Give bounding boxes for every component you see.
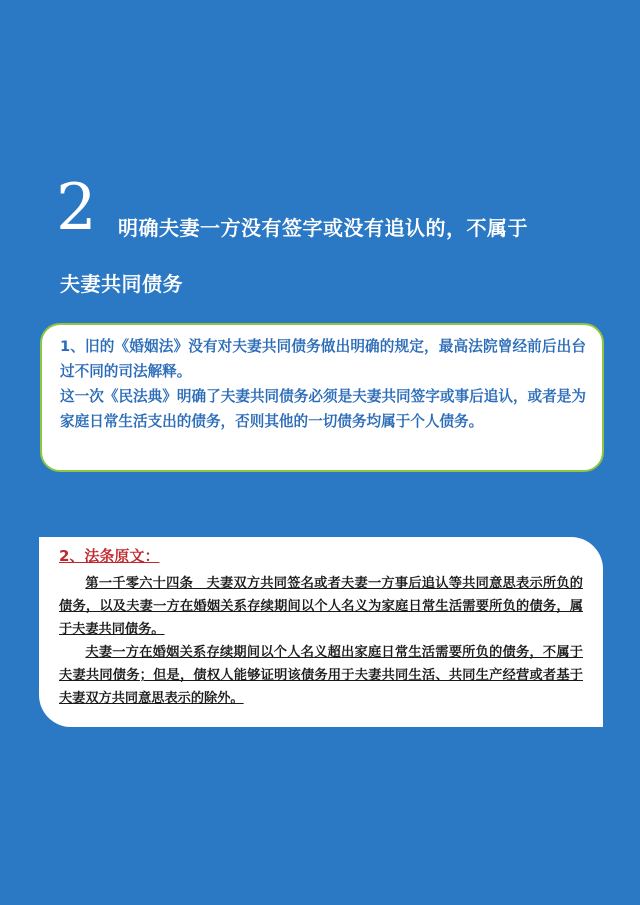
section-number: 2 (56, 171, 97, 245)
explanation-paragraph-1: 1、旧的《婚姻法》没有对夫妻共同债务做出明确的规定，最高法院曾经前后出台过不同的司法解释。 (60, 338, 586, 380)
section-title-line1: 明确夫妻一方没有签字或没有追认的，不属于 (118, 216, 528, 240)
explanation-paragraph-2: 这一次《民法典》明确了夫妻共同债务必须是夫妻共同签字或事后追认，或者是为家庭日常生活支出的债务，否则其他的一切债务均属于个人债务。 (60, 388, 586, 430)
law-text-paragraph-2: 夫妻一方在婚姻关系存续期间以个人名义超出家庭日常生活需要所负的债务，不属于夫妻共同债务；但是，债权人能够证明该债务用于夫妻共同生活、共同生产经营或者基于夫妻双方共同意思表示的除外。 (59, 645, 583, 706)
law-text-heading: 2、法条原文： (59, 547, 160, 565)
explanation-box (40, 323, 604, 472)
section-title-line2: 夫妻共同债务 (60, 272, 183, 296)
law-text-box (39, 537, 603, 727)
law-text-paragraph-1: 第一千零六十四条 夫妻双方共同签名或者夫妻一方事后追认等共同意思表示所负的债务，以及夫妻一方在婚姻关系存续期间以个人名义为家庭日常生活需要所负的债务，属于夫妻共同债务。 (59, 576, 583, 637)
